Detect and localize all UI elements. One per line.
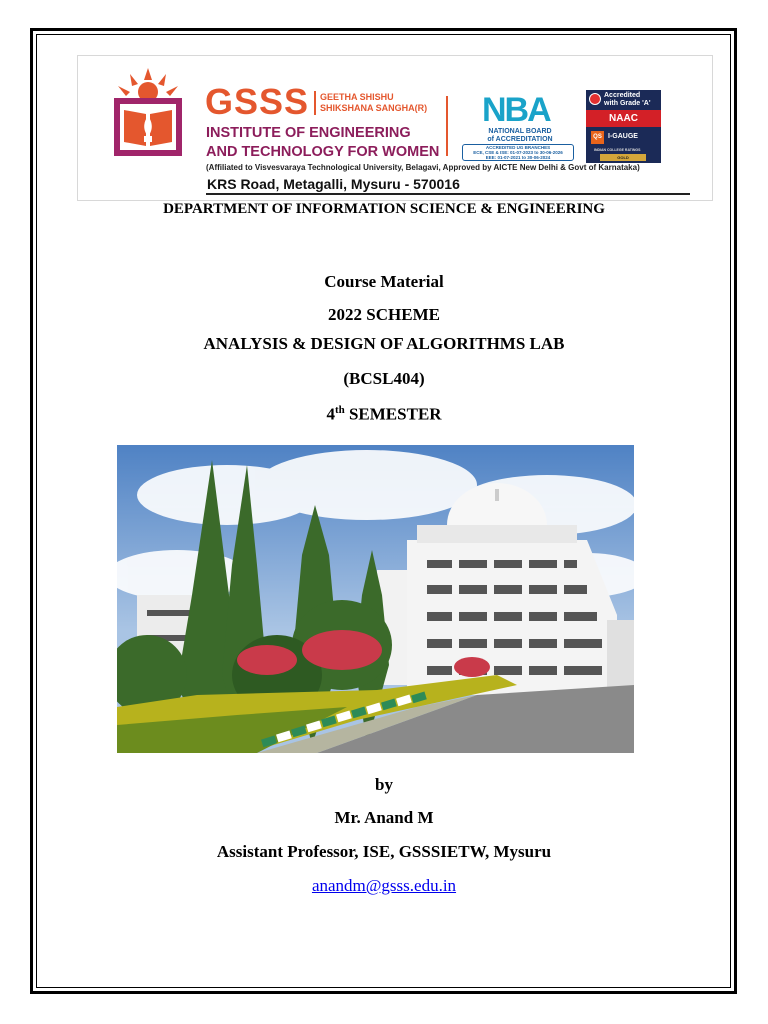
brand-separator: [314, 91, 316, 115]
sangha-line-1: GEETHA SHISHU: [320, 92, 394, 102]
subject-code: (BCSL404): [343, 369, 425, 388]
naac-top-line-2: with Grade 'A': [604, 100, 651, 107]
nba-name-line-1: NATIONAL BOARD: [488, 128, 552, 135]
department-heading: DEPARTMENT OF INFORMATION SCIENCE & ENGINEERING: [163, 201, 605, 217]
institute-line-2: AND TECHNOLOGY FOR WOMEN: [206, 144, 440, 160]
author-email-line: [0, 876, 768, 896]
nba-logo: NBA: [482, 91, 550, 129]
naac-label: NAAC: [586, 110, 661, 127]
sangha-line-2: SHIKSHANA SANGHA(R): [320, 103, 428, 113]
naac-accreditation-badge: [586, 90, 661, 163]
affiliation-text: (Affiliated to Visvesvaraya Technological University, Belagavi, Approved by AICTE New Delhi & Govt of Karnataka): [206, 163, 640, 172]
campus-photo: [117, 445, 634, 753]
institute-address: KRS Road, Metagalli, Mysuru - 570016: [207, 176, 460, 192]
qs-igauge-badge: [586, 127, 661, 163]
naac-seal-icon: [589, 93, 601, 105]
author-name: Mr. Anand M: [334, 808, 434, 827]
naac-top-line-1: Accredited: [604, 92, 641, 99]
sangha-name: [320, 92, 427, 114]
by-label: by: [375, 775, 393, 794]
semester-number: 4: [326, 404, 335, 424]
author-email-link[interactable]: anandm@gsss.edu.in: [311, 876, 457, 895]
author-role: Assistant Professor, ISE, GSSSIETW, Mysuru: [216, 842, 552, 861]
qs-logo-icon: QS: [591, 131, 604, 144]
semester-word: SEMESTER: [344, 404, 442, 424]
subject-title: ANALYSIS & DESIGN OF ALGORITHMS LAB: [203, 334, 565, 353]
nba-box-line-3: EEE: 01-07-2021 to 30-06-2024: [485, 155, 551, 160]
nba-branches-box: [462, 144, 574, 161]
nba-name: [470, 128, 570, 144]
semester-title: [0, 404, 768, 425]
scheme-title: 2022 SCHEME: [328, 305, 440, 324]
qs-gold-label: GOLD: [600, 154, 646, 161]
course-material-title: Course Material: [324, 272, 444, 291]
institute-line-1: INSTITUTE OF ENGINEERING: [206, 125, 411, 141]
nba-accreditation-badge: [460, 93, 576, 161]
institute-emblem-icon: [108, 66, 188, 158]
header-rule: [206, 193, 690, 195]
qs-sub-label: INDIAN COLLEGE RATINGS: [594, 148, 641, 152]
nba-box-line-1: ACCREDITED UG BRANCHES: [485, 145, 551, 150]
brand-name: GSSS: [205, 81, 310, 122]
institute-name: [206, 124, 439, 162]
semester-ordinal: th: [334, 404, 345, 416]
nba-box-line-2: ECE, CSE & ISE: 01-07-2023 to 30-06-2026: [473, 150, 563, 155]
qs-label: I-GAUGE: [608, 133, 638, 140]
header-vertical-separator: [446, 96, 448, 156]
nba-name-line-2: of ACCREDITATION: [487, 136, 553, 143]
